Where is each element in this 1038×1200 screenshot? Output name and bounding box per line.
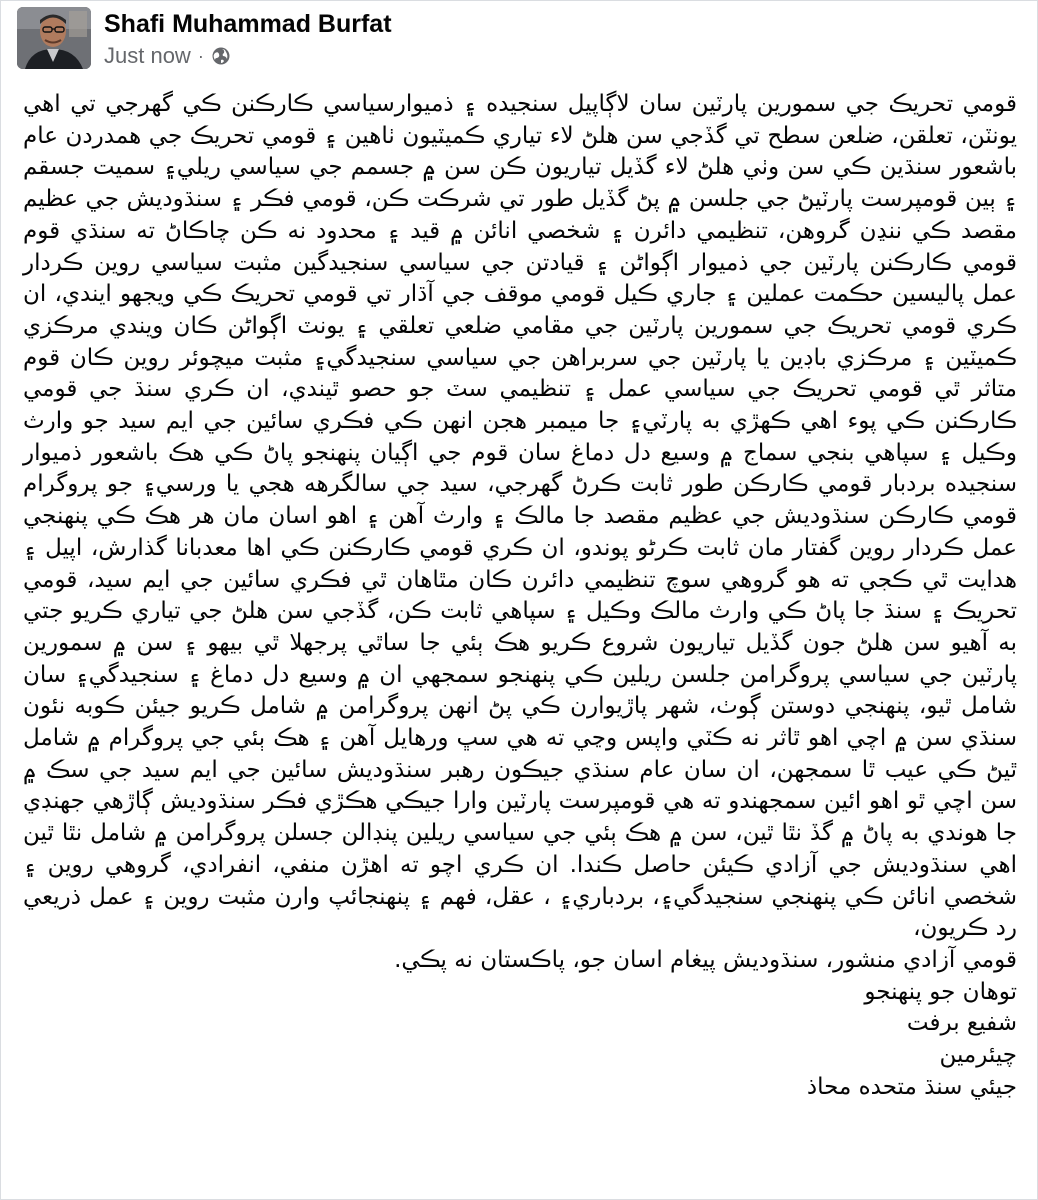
meta-separator: · bbox=[197, 46, 204, 66]
author-block bbox=[104, 9, 392, 69]
post-meta bbox=[104, 43, 392, 69]
post-timestamp-link[interactable]: Just now bbox=[104, 43, 191, 68]
globe-icon[interactable] bbox=[211, 46, 231, 66]
author-name-link[interactable]: Shafi Muhammad Burfat bbox=[104, 10, 392, 38]
signature-title: چيئرمين bbox=[939, 1042, 1017, 1069]
signature-organization: جيئي سنڌ متحده محاذ bbox=[806, 1073, 1017, 1100]
closing-slogan: قومي آزادي منشور، سنڌوديش پيغام اسان جو، پاڪستان نه پڪي. bbox=[394, 946, 1017, 973]
post-header bbox=[17, 7, 1021, 75]
author-avatar[interactable] bbox=[17, 7, 91, 69]
avatar-portrait-image bbox=[17, 7, 91, 69]
signature-name: شفيع برفت bbox=[906, 1010, 1017, 1037]
signature-salutation: توهان جو پنهنجو bbox=[864, 978, 1017, 1005]
post-body bbox=[23, 89, 1017, 1104]
post-body-paragraph: قومي تحريڪ جي سمورين پارٽين سان لاڳاپيل سنجيده ۽ ذميوارسياسي ڪارڪنن ڪي گهرجي تي اهي يونٽن، تعلقن، ضلعن سطح تي گڏجي سن هلڻ لاء تياري ڪميٽيون ٺاهين ۽ قومي تحريڪ جي همدردن عام باشعور سنڌين ڪي سن وٺي هلڻ لاء گڏيل تياريون ڪن سن ۾ جسمم جي سياسي ريلي۽ سميت جسقم ۽ ٻين قومپرست پارٽيڻ جي جلسن ۾ پڻ گڏيل طور تي شرڪت ڪن، قومي فڪر ۽ سنڌوديش جي عظيم مقصد ڪي ننڍن گروهن، تنظيمي دائرن ۽ شخصي انائن ۾ قيد ۽ محدود نه ڪن چاڪاڻ ته سنڌي قوم قومي ڪارڪنن پارٽين جي ذميوار اڳواڻن ۽ قيادتن جي سياسي سنجيدگين مثبت سياسي روين ڪردار عمل پاليسين حڪمت عملين ۽ جاري ڪيل قومي موقف جي آڌار تي قومي تحريڪ ڪي ويجهو ايندي، ان ڪري قومي تحريڪ جي سمورين پارٽين جي مقامي ضلعي تعلقي ۽ يونٽ اڳواڻن ڪان ويندي مرڪزي ڪميٽين ۽ مرڪزي باڊين يا پارٽين جي سربراهن جي سياسي سنجيدگي۽ مثبت ميچوئر روين ڪان قوم متاثر ٿي قومي تحريڪ جي سياسي عمل ۽ تنظيمي سٽ جو حصو ٿيندي، ان ڪري سنڌ جي قومي ڪارڪنن ڪي پوء اهي ڪهڙي به پارٽي۽ جا ميمبر هجن انهن ڪي فڪري سائين جي ايم سيد جو وارث وڪيل ۽ سپاهي بنجي سماج ۾ وسيع دل دماغ سان قوم جي اڳيان پنهنجو پاڻ ڪي هڪ باشعور ذميوار سنجيده بردبار قومي ڪارڪن طور ثابت ڪرڻ گهرجي، سيد جي سالگرهه هجي يا ورسي۽ جو پروگرام قومي ڪارڪن سنڌوديش جي عظيم مقصد جا مالڪ ۽ وارث آهن ۽ اهو اسان مان هر هڪ ڪي پنهنجي عمل ڪردار روين گفتار مان ثابت ڪرڻو پوندو، ان ڪري قومي ڪارڪنن ڪي اها معدبانا گذارش، اپيل ۽ هدايت ٿي ڪجي ته هو گروهي سوچ تنظيمي دائرن ڪان مٿاهان ٿي فڪري سائين جي ايم سيد، قومي تحريڪ ۽ سنڌ جا پاڻ ڪي وارث مالڪ وڪيل ۽ سپاهي ثابت ڪن، گڏجي سن هلڻ جي تياري ڪريو جتي به آهيو سن هلڻ جون گڏيل تياريون شروع ڪريو هڪ ٻئي جا ساٿي پرجهلا ٿي بيهو ۽ سن ۾ سمورين پارٽين جي سياسي پروگرامن جلسن ريلين ڪي پنهنجو سمجهي ان ۾ وسيع دل دماغ ۽ سنجيدگي۽ سان شامل ٿيو، پنهنجي دوستن ڳوٺ، شهر پاڙيوارن ڪي پڻ انهن پروگرامن ۾ شامل ڪريو جيئن ڪوبه نئون سنڌي سن ۾ اچي اهو ٿاثر نه ڪٽي واپس وڃي ته هي سڀ ورهايل آهن ۽ هڪ ٻئي جي پروگرام ۾ شامل ٿيڻ ڪي عيب ٿا سمجهن، ان سان عام سنڌي جيڪون رهبر سنڌوديش سائين جي ايم سيد جي سڪ ۾ سن اچي ٿو اهو ائين سمجهندو ته هي قومپرست پارٽين وارا جيڪي هڪڙي فڪر سنڌوديش ڳاڙهي جهنڊي جا هوندي به پاڻ ۾ گڏ نٿا ٿين، سن ۾ هڪ ٻئي جي سياسي ريلين پنڊالن جسلن پروگرامن ۾ شامل نٿا ٿين اهي سنڌوديش جي آزادي ڪيئن حاصل ڪندا. ان ڪري اچو ته اهڙن منفي، انفرادي، گروهي روين ۽ شخصي انائن ڪي پنهنجي سنجيدگي۽، بردباري۽ ، عقل، فهم ۽ پنهنجائپ وارن مثبت روين ۽ عمل ذريعي رد ڪريون، bbox=[23, 91, 1017, 942]
